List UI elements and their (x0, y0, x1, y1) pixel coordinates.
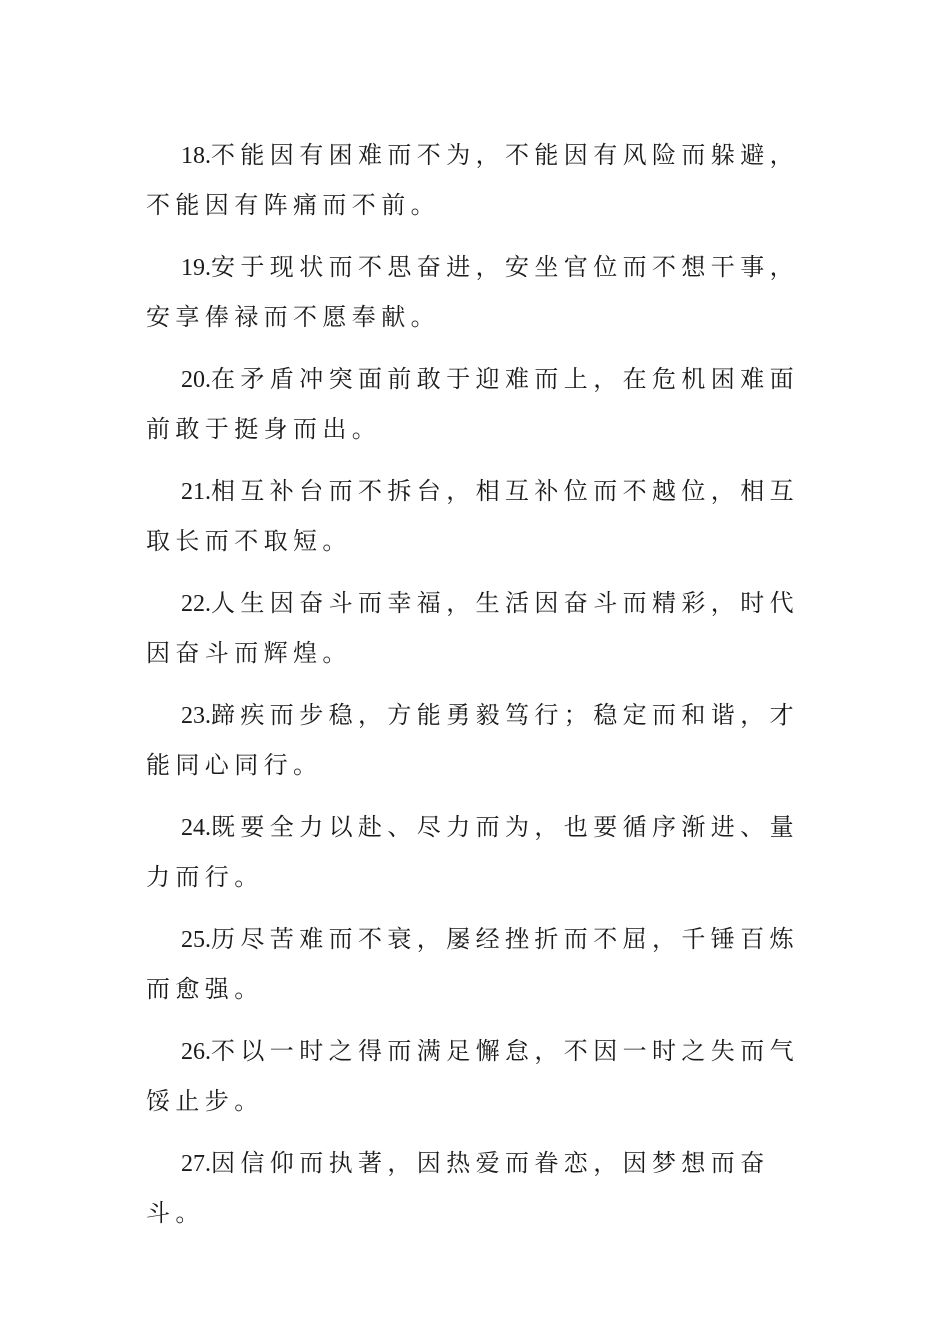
item-text: 安于现状而不思奋进，安坐官位而不想干事，安享俸禄而不愿奉献。 (146, 253, 799, 331)
item-text: 相互补台而不拆台，相互补位而不越位，相互取长而不取短。 (146, 477, 799, 555)
item-number: 19. (181, 255, 211, 281)
list-item (146, 1027, 806, 1126)
item-text: 历尽苦难而不衰，屡经挫折而不屈，千锤百炼而愈强。 (146, 925, 799, 1003)
list-item (146, 467, 806, 566)
list-item (146, 691, 806, 790)
item-number: 26. (181, 1039, 211, 1065)
item-number: 23. (181, 703, 211, 729)
document-body (146, 131, 806, 1251)
item-text: 不能因有困难而不为，不能因有风险而躲避，不能因有阵痛而不前。 (146, 141, 799, 219)
item-number: 18. (181, 143, 211, 169)
item-text: 人生因奋斗而幸福，生活因奋斗而精彩，时代因奋斗而辉煌。 (146, 589, 799, 667)
item-text: 蹄疾而步稳，方能勇毅笃行；稳定而和谐，才能同心同行。 (146, 701, 799, 779)
list-item (146, 243, 806, 342)
list-item (146, 579, 806, 678)
list-item (146, 1139, 806, 1238)
list-item (146, 131, 806, 230)
list-item (146, 355, 806, 454)
item-text: 在矛盾冲突面前敢于迎难而上，在危机困难面前敢于挺身而出。 (146, 365, 799, 443)
item-number: 24. (181, 815, 211, 841)
item-number: 27. (181, 1151, 211, 1177)
item-number: 21. (181, 479, 211, 505)
item-text: 既要全力以赴、尽力而为，也要循序渐进、量力而行。 (146, 813, 799, 891)
item-number: 25. (181, 927, 211, 953)
list-item (146, 915, 806, 1014)
item-text: 因信仰而执著，因热爱而眷恋，因梦想而奋斗。 (146, 1149, 770, 1227)
item-text: 不以一时之得而满足懈怠，不因一时之失而气馁止步。 (146, 1037, 799, 1115)
item-number: 20. (181, 367, 211, 393)
list-item (146, 803, 806, 902)
item-number: 22. (181, 591, 211, 617)
